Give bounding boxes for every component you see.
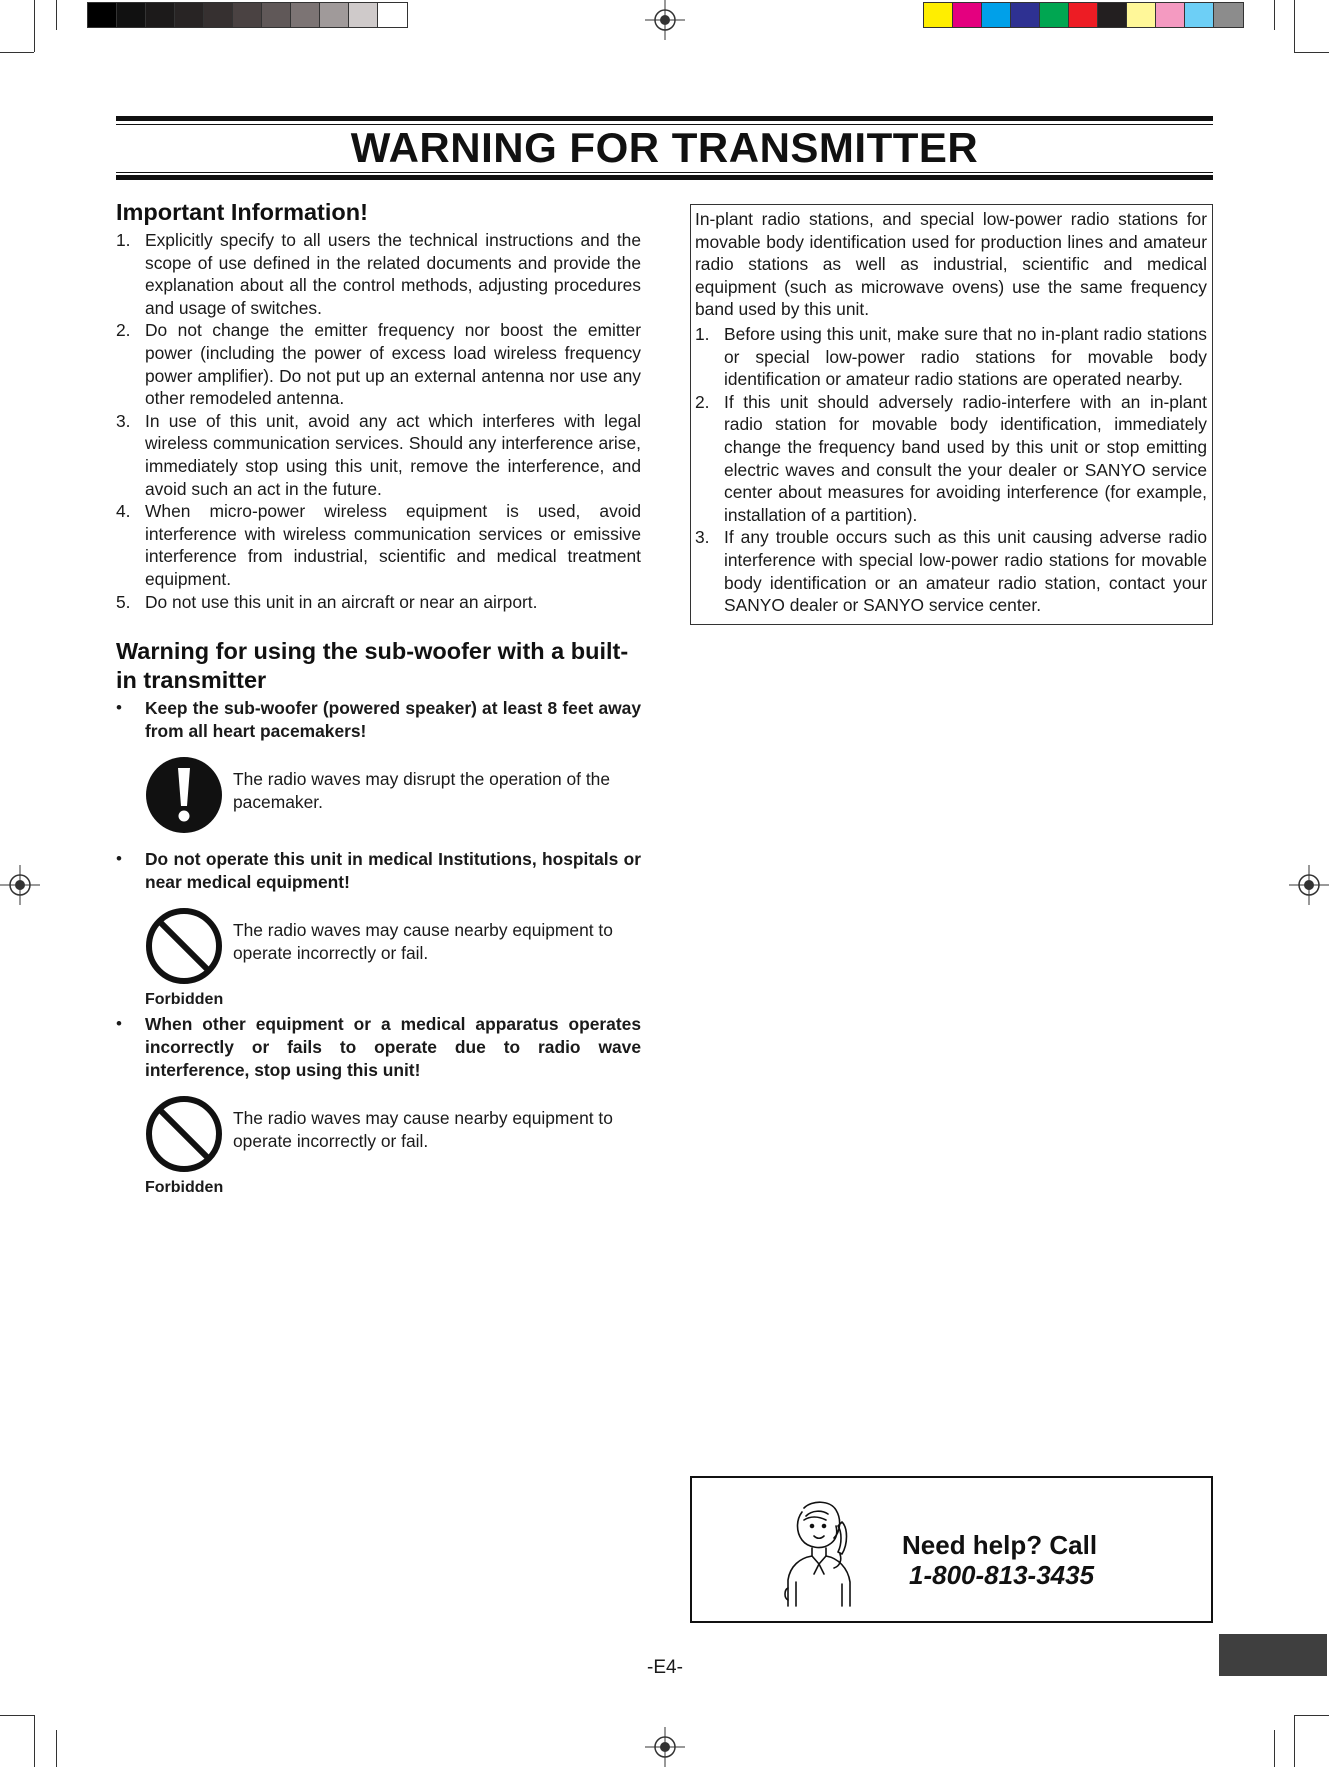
item-text: Before using this unit, make sure that no in-plant radio stations or special low-power radio stations for movable body identification or amateur radio stations are operated nearby.	[724, 323, 1207, 390]
gray-swatch	[291, 3, 320, 27]
list-item	[695, 323, 1207, 391]
gray-swatch	[204, 3, 233, 27]
bullet-text: Do not operate this unit in medical Institutions, hospitals or near medical equipment!	[145, 849, 641, 892]
item-number: 5.	[116, 591, 131, 612]
item-text: When micro-power wireless equipment is used, avoid interference with wireless communication services or emissive interference from industrial, scientific and medical treatment equipment.	[145, 501, 641, 589]
gray-swatch	[262, 3, 291, 27]
crop-mark	[1294, 52, 1329, 53]
phone-operator-icon	[782, 1498, 862, 1608]
symbol-row	[145, 756, 641, 834]
section-tab-block	[1219, 1634, 1327, 1676]
list-item	[116, 410, 641, 500]
gray-swatch	[175, 3, 204, 27]
crop-mark	[0, 52, 34, 53]
symbol-description: The radio waves may cause nearby equipment to operate incorrectly or fail.	[233, 920, 613, 964]
item-text: If any trouble occurs such as this unit causing adverse radio interference with special low-power radio stations for movable body identification or an amateur radio station, contact your SANYO dealer or SANYO service center.	[724, 527, 1207, 616]
crop-mark	[1294, 0, 1295, 52]
warning-bullet	[116, 1013, 641, 1081]
list-item	[116, 500, 641, 590]
item-text: Explicitly specify to all users the technical instructions and the scope of use defined in the related documents and provide the explanation about all the control methods, adjusting procedures and usage of switches.	[145, 230, 641, 318]
title-rule-bottom-thin	[116, 172, 1213, 173]
page-number: -E4-	[647, 1657, 683, 1678]
gray-swatch	[378, 3, 407, 27]
forbidden-icon	[145, 907, 223, 985]
list-item	[116, 319, 641, 409]
inplant-list	[695, 323, 1207, 617]
registration-mark-icon	[1289, 865, 1329, 905]
help-phone-number: 1-800-813-3435	[909, 1560, 1095, 1590]
left-column	[116, 198, 641, 1197]
symbol-row	[145, 907, 641, 1009]
item-text: If this unit should adversely radio-interfere with an in-plant radio station for movable body identification, immediately change the frequency band used by this unit or stop emitting electric waves and consult the your dealer or SANYO service center about measures for avoiding interference (for example, installation of a partition).	[724, 391, 1207, 525]
gray-swatch	[233, 3, 262, 27]
subwoofer-section	[116, 637, 641, 1197]
symbol-row	[145, 1095, 641, 1197]
gray-swatch	[117, 3, 146, 27]
color-swatch	[1156, 3, 1185, 27]
symbol-description: The radio waves may cause nearby equipment to operate incorrectly or fail.	[233, 1108, 613, 1151]
list-item	[116, 591, 641, 614]
color-swatch	[1127, 3, 1156, 27]
color-swatch	[1040, 3, 1069, 27]
list-item	[695, 391, 1207, 527]
color-swatch	[953, 3, 982, 27]
title-rule-top-thick	[116, 116, 1213, 121]
title-rule-bottom-thick	[116, 175, 1213, 180]
help-box	[690, 1476, 1213, 1623]
color-swatch	[1011, 3, 1040, 27]
color-swatch	[924, 3, 953, 27]
symbol-box	[145, 907, 233, 1009]
important-heading: Important Information!	[116, 199, 368, 225]
registration-mark-icon	[645, 0, 685, 40]
crop-mark	[34, 1715, 35, 1767]
crop-mark	[56, 0, 57, 30]
crop-mark	[1274, 0, 1275, 30]
registration-mark-icon	[0, 865, 40, 905]
item-number: 3.	[695, 527, 710, 548]
bullet-dot: •	[116, 698, 122, 718]
bullet-dot: •	[116, 849, 122, 869]
crop-mark	[56, 1730, 57, 1767]
list-item	[695, 526, 1207, 616]
gray-swatch	[146, 3, 175, 27]
color-swatch	[1098, 3, 1127, 27]
gray-swatch	[88, 3, 117, 27]
bullet-dot: •	[116, 1014, 122, 1034]
crop-mark	[1294, 1715, 1295, 1767]
item-number: 1.	[695, 323, 710, 344]
item-number: 2.	[695, 391, 710, 412]
symbol-caption: Forbidden	[145, 991, 224, 1009]
subwoofer-heading: Warning for using the sub-woofer with a built-in transmitter	[116, 638, 629, 694]
color-calibration-bar	[923, 2, 1244, 28]
inplant-notice-box	[690, 204, 1213, 625]
color-swatch	[1069, 3, 1098, 27]
color-swatch	[1185, 3, 1214, 27]
page-title: WARNING FOR TRANSMITTER	[350, 124, 979, 171]
symbol-box	[145, 1095, 233, 1197]
gray-calibration-bar	[87, 2, 408, 28]
item-number: 2.	[116, 320, 131, 341]
item-number: 4.	[116, 501, 131, 522]
crop-mark	[1274, 1730, 1275, 1767]
color-swatch	[982, 3, 1011, 27]
item-text: Do not change the emitter frequency nor boost the emitter power (including the power of excess load wireless frequency power amplifier). Do not put up an external antenna nor use any other remodeled antenna.	[145, 320, 641, 409]
crop-mark	[1294, 1715, 1329, 1716]
crop-mark	[0, 1715, 34, 1716]
inplant-intro: In-plant radio stations, and special low-power radio stations for movable body identification used for production lines and amateur radio stations as well as industrial, scientific and medical equipment (such as microwave ovens) use the same frequency band used by this unit.	[695, 209, 1207, 320]
list-item	[116, 229, 641, 319]
gray-swatch	[320, 3, 349, 27]
item-number: 1.	[116, 230, 131, 250]
color-swatch	[1214, 3, 1243, 27]
symbol-caption: Forbidden	[145, 1179, 224, 1197]
bullet-text: When other equipment or a medical apparatus operates incorrectly or fails to operate due to radio wave interference, stop using this unit!	[145, 1014, 641, 1080]
help-text: Need help? Call	[902, 1530, 1098, 1560]
forbidden-icon	[145, 1095, 223, 1173]
item-number: 3.	[116, 410, 131, 431]
bullet-text: Keep the sub-woofer (powered speaker) at least 8 feet away from all heart pacemakers!	[145, 698, 641, 741]
symbol-description: The radio waves may disrupt the operation of the pacemaker.	[233, 769, 611, 812]
registration-mark-icon	[645, 1727, 685, 1767]
gray-swatch	[349, 3, 378, 27]
exclamation-icon	[145, 756, 223, 834]
warning-bullet	[116, 697, 641, 742]
item-text: In use of this unit, avoid any act which interferes with legal wireless communication services. Should any interference arise, immediately stop using this unit, remove the interference, and avoid such an act in the future.	[145, 410, 641, 499]
crop-mark	[34, 0, 35, 52]
symbol-box	[145, 756, 233, 834]
warning-bullet	[116, 848, 641, 893]
item-text: Do not use this unit in an aircraft or near an airport.	[145, 591, 538, 612]
important-list	[116, 229, 641, 613]
